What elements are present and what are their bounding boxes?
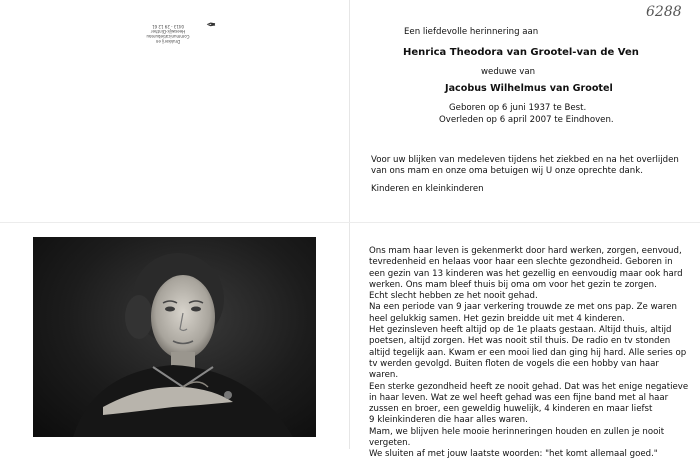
bio-line: altijd tegelijk aan. Kwam er een mooi lied dan ging hij hard. Alle series op <box>369 347 687 358</box>
bio-line: een gezin van 13 kinderen was het gezellig en eenvoudig maar ook hard <box>369 268 683 279</box>
bio-line: Mam, we blijven hele mooie herinneringen houden en zullen je nooit <box>369 426 665 437</box>
signed-by: Kinderen en kleinkinderen <box>371 184 484 194</box>
bio-line: heel gelukkig samen. Het gezin breidde uit met 4 kinderen. <box>369 313 625 324</box>
bio-line: tv werden gevolgd. Buiten floten de vogels die een hobby van haar <box>369 358 659 369</box>
bio-line: poetsen, altijd zorgen. Het was nooit stil thuis. De radio en tv stonden <box>369 336 671 347</box>
bio-line: 9 kleinkinderen die haar alles waren. <box>369 415 528 426</box>
bio-line: Het gezinsleven heeft altijd op de 1e plaats gestaan. Altijd thuis, altijd <box>369 325 672 336</box>
archive-number: 6288 <box>646 4 682 20</box>
bio-line: Echt slecht hebben ze het nooit gehad. <box>369 291 538 302</box>
husband-name: Jacobus Wilhelmus van Grootel <box>445 83 613 94</box>
bio-line: Een sterke gezondheid heeft ze nooit gehad. Dat was het enige negatieve <box>369 381 689 392</box>
deceased-name: Henrica Theodora van Grootel-van de Ven <box>403 47 639 58</box>
bio-line: Na een periode van 9 jaar verkering trouwde ze met ons pap. Ze waren <box>369 302 677 313</box>
bio-line: We sluiten af met jouw laatste woorden: "het komt allemaal goed." <box>369 449 658 460</box>
portrait-illustration <box>33 237 316 437</box>
portrait-photo <box>33 237 316 437</box>
intro-text: Een liefdevolle herinnering aan <box>404 27 539 37</box>
bio-line: tevredenheid en helaas voor haar een slechte gezondheid. Geboren in <box>369 257 673 268</box>
bio-line: in haar leven. Wat ze wel heeft gehad was een fijne band met al haar <box>369 392 669 403</box>
death-line: Overleden op 6 april 2007 te Eindhoven. <box>439 115 614 125</box>
quill-icon: ✒ <box>205 17 216 31</box>
bio-line: werken. Ons mam bleef thuis bij oma om voor het gezin te zorgen. <box>369 279 657 290</box>
birth-line: Geboren op 6 juni 1937 te Best. <box>449 103 587 113</box>
thank-you-text: Voor uw blijken van medeleven tijdens het ziekbed en na het overlijden van ons mam en onze oma betuigen wij U onze oprechte dank. <box>371 155 679 177</box>
printer-mark: ✒ Drukkerij en Communicatiebureau Heeswijk-Dinther 0413 - 29 12 61 <box>146 17 216 44</box>
widow-of-text: weduwe van <box>481 67 536 77</box>
fold-line-vertical <box>349 0 350 449</box>
bio-line: vergeten. <box>369 438 411 449</box>
bio-line: Ons mam haar leven is gekenmerkt door hard werken, zorgen, eenvoud, <box>369 246 682 256</box>
fold-line-horizontal <box>0 222 700 223</box>
bio-line: zussen en broer, een geweldig huwelijk, 4 kinderen en maar liefst <box>369 404 653 415</box>
bio-line: waren. <box>369 370 399 381</box>
biography-text <box>369 246 694 461</box>
